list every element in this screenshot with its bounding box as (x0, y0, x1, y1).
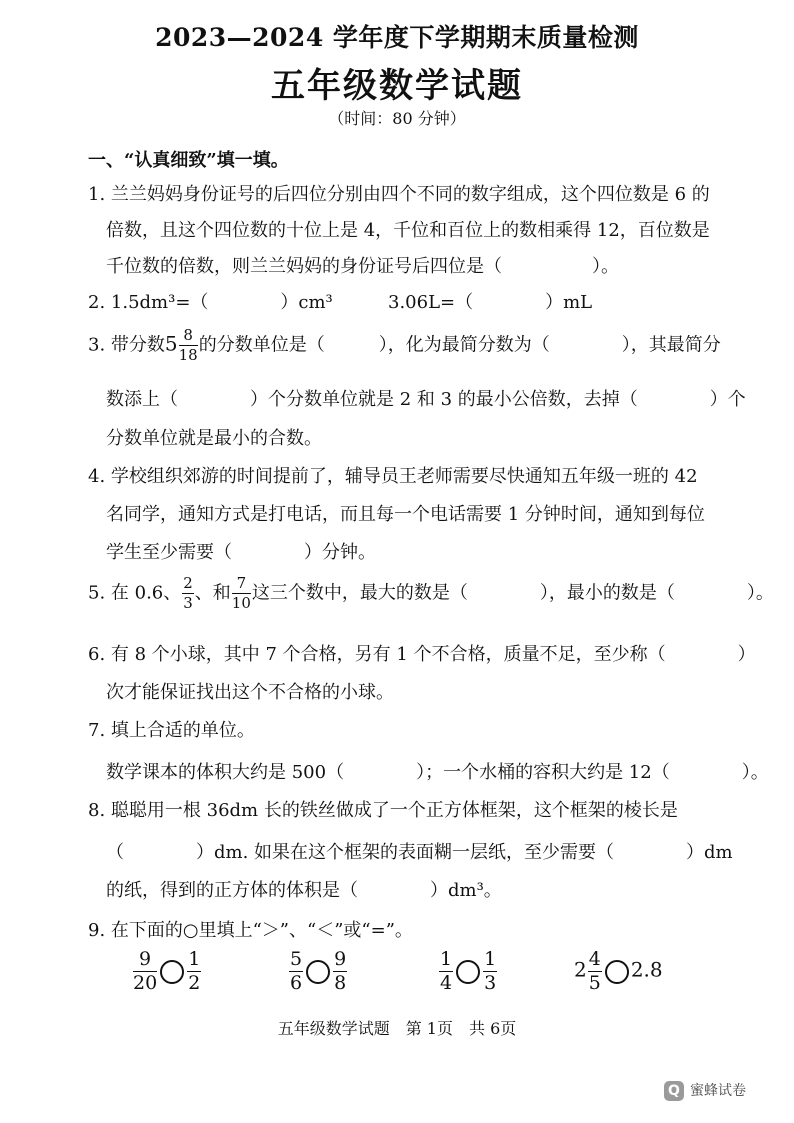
compare-2-left-fraction (289, 950, 303, 993)
compare-circle-1[interactable] (160, 960, 184, 984)
q3-line1 (88, 328, 721, 363)
c4-left-denominator: 5 (588, 972, 601, 994)
q3-line3: 分数单位就是最小的合数。 (106, 428, 322, 449)
q4-line1: 4. 学校组织郊游的时间提前了，辅导员王老师需要尽快通知五年级一班的 42 (88, 466, 698, 487)
c1-left-denominator: 20 (133, 972, 158, 994)
q2-part-a: 2. 1.5dm³=（ ）cm³ (88, 292, 333, 313)
page-footer: 五年级数学试题 第 1页 共 6页 (277, 1019, 517, 1038)
compare-circle-3[interactable] (456, 960, 480, 984)
compare-item-4 (574, 950, 663, 993)
watermark-text: 蜜蜂试卷 (690, 1083, 746, 1099)
q6-line2: 次才能保证找出这个不合格的小球。 (106, 682, 394, 703)
compare-1-right-fraction (187, 950, 201, 993)
exam-term-title: 2023—2024 学年度下学期期末质量检测 (155, 23, 639, 52)
c2-right-denominator: 8 (334, 972, 347, 994)
q8-line3: 的纸，得到的正方体的体积是（ ）dm³。 (106, 880, 502, 901)
q3-line2: 数添上（ ）个分数单位就是 2 和 3 的最小公倍数，去掉（ ）个 (106, 389, 746, 410)
compare-item-3 (438, 950, 498, 993)
c4-whole: 2 (574, 957, 587, 982)
q3-denominator: 18 (178, 346, 198, 364)
exam-subject-title: 五年级数学试题 (271, 66, 523, 106)
q6-line1: 6. 有 8 个小球，其中 7 个合格，另有 1 个不合格，质量不足，至少称（ ） (88, 644, 756, 665)
q5-f1-numerator: 2 (183, 574, 193, 592)
c2-left-numerator: 5 (290, 948, 303, 970)
q3-whole: 5 (164, 331, 178, 356)
c1-right-numerator: 1 (188, 948, 201, 970)
compare-1-left-fraction (133, 950, 157, 993)
q3-prefix: 3. 带分数 (88, 334, 165, 356)
q5-line (88, 576, 774, 611)
q4-line3: 学生至少需要（ ）分钟。 (106, 542, 376, 563)
compare-4-left-fraction (588, 950, 602, 993)
compare-item-1 (132, 950, 202, 993)
c3-left-numerator: 1 (440, 948, 453, 970)
c1-right-denominator: 2 (188, 972, 201, 994)
q1-line3: 千位数的倍数，则兰兰妈妈的身份证号后四位是（ ）。 (106, 256, 619, 277)
c3-right-numerator: 1 (484, 948, 497, 970)
compare-item-2 (288, 950, 348, 993)
c3-left-denominator: 4 (440, 972, 453, 994)
q7-line1: 7. 填上合适的单位。 (88, 720, 255, 741)
compare-3-left-fraction (439, 950, 453, 993)
q3-rest: 的分数单位是（ ），化为最简分数为（ ），其最简分 (198, 334, 721, 356)
q5-middle: 、和 (194, 582, 231, 604)
q1-line1: 1. 兰兰妈妈身份证号的后四位分别由四个不同的数字组成，这个四位数是 6 的 (88, 184, 710, 205)
watermark-logo-icon: Q (664, 1081, 684, 1101)
exam-time-note: （时间：80 分钟） (328, 109, 466, 128)
compare-2-right-fraction (333, 950, 347, 993)
c4-right-value: 2.8 (630, 957, 663, 982)
q1-line2: 倍数，且这个四位数的十位上是 4，千位和百位上的数相乘得 12，百位数是 (106, 220, 710, 241)
q5-f2-denominator: 10 (231, 594, 251, 612)
q8-line1: 8. 聪聪用一根 36dm 长的铁丝做成了一个正方体框架，这个框架的棱长是 (88, 800, 678, 821)
q5-fraction-1 (182, 576, 194, 611)
compare-3-right-fraction (483, 950, 497, 993)
q5-suffix: 这三个数中，最大的数是（ ），最小的数是（ ）。 (251, 582, 774, 604)
q9-line1: 9. 在下面的○里填上“＞”、“＜”或“=”。 (88, 920, 413, 941)
q5-f2-numerator: 7 (232, 576, 251, 594)
q2-part-b: 3.06L=（ ）mL (388, 292, 593, 313)
q7-line2: 数学课本的体积大约是 500（ ）；一个水桶的容积大约是 12（ ）。 (106, 762, 769, 783)
q3-fraction (179, 328, 198, 363)
q8-line2: （ ）dm. 如果在这个框架的表面糊一层纸，至少需要（ ）dm (106, 842, 733, 863)
c4-left-numerator: 4 (588, 948, 601, 970)
q3-numerator: 8 (179, 328, 198, 346)
compare-circle-2[interactable] (306, 960, 330, 984)
q4-line2: 名同学，通知方式是打电话，而且每一个电话需要 1 分钟时间，通知到每位 (106, 504, 705, 525)
watermark (664, 1080, 746, 1101)
compare-circle-4[interactable] (605, 960, 629, 984)
c2-right-numerator: 9 (334, 948, 347, 970)
q5-prefix: 5. 在 0.6、 (88, 582, 182, 604)
c1-left-numerator: 9 (133, 950, 157, 972)
q5-f1-denominator: 3 (183, 594, 193, 612)
c2-left-denominator: 6 (290, 972, 303, 994)
section-heading: 一、“认真细致”填一填。 (88, 150, 289, 171)
c3-right-denominator: 3 (484, 972, 497, 994)
q5-fraction-2 (232, 576, 251, 611)
